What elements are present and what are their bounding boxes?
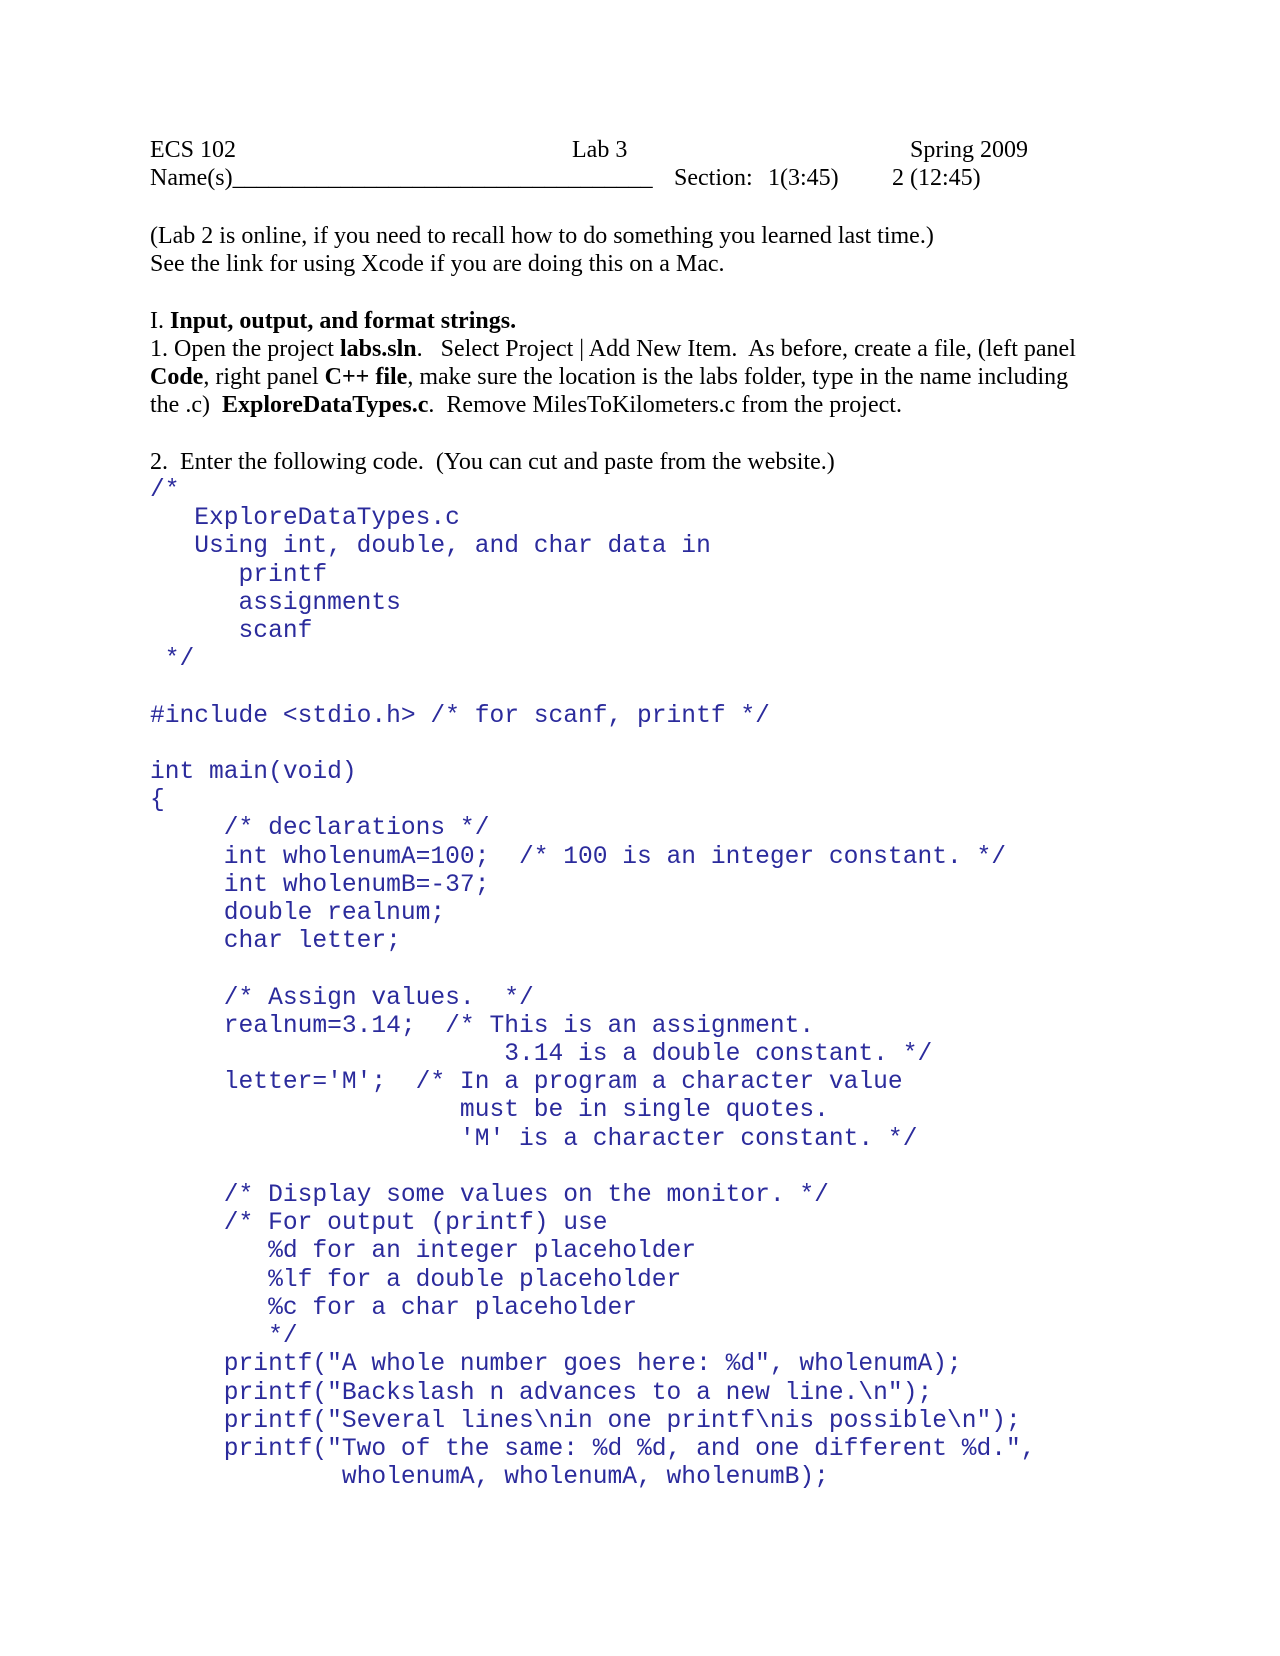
name-label: Name(s) [150, 165, 233, 191]
step1-text-a: 1. Open the project [150, 336, 340, 362]
code-line: realnum=3.14; /* This is an assignment. [150, 1012, 815, 1040]
code-line: ExploreDataTypes.c [150, 505, 460, 533]
code-line: #include <stdio.h> /* for scanf, printf */ [150, 702, 770, 730]
section-heading [150, 307, 516, 335]
intro-line-1: (Lab 2 is online, if you need to recall how to do something you learned last time.) [150, 223, 934, 249]
code-line: printf("Backslash n advances to a new line.\n"); [150, 1379, 933, 1407]
code-line: /* Assign values. */ [150, 984, 534, 1012]
step1-text-j: . Remove MilesToKilometers.c from the project. [428, 392, 902, 418]
code-line: 'M' is a character constant. */ [150, 1125, 918, 1153]
step2-line: 2. Enter the following code. (You can cut and paste from the website.) [150, 449, 835, 475]
code-line [150, 1154, 1036, 1182]
code-line: printf [150, 561, 328, 589]
code-line: int main(void) [150, 759, 357, 787]
code-line [150, 731, 1036, 759]
name-blank: ___________________________________ [232, 165, 653, 191]
code-line: */ [150, 646, 195, 674]
section-roman: I. [150, 308, 170, 334]
code-line: double realnum; [150, 900, 446, 928]
code-line: printf("Two of the same: %d %d, and one different %d.", [150, 1435, 1036, 1463]
code-line: */ [150, 1323, 298, 1351]
intro-line-2: See the link for using Xcode if you are doing this on a Mac. [150, 251, 725, 277]
section-option-1: 1(3:45) [768, 165, 839, 191]
code-line: 3.14 is a double constant. */ [150, 1041, 933, 1069]
step1-left-panel: Code [150, 364, 204, 390]
code-line: scanf [150, 618, 313, 646]
code-line: /* declarations */ [150, 815, 490, 843]
code-line: /* For output (printf) use [150, 1210, 608, 1238]
step1-project-name: labs.sln [339, 336, 417, 362]
name-line [150, 164, 653, 192]
lab-number: Lab 3 [572, 137, 628, 163]
course-code: ECS 102 [150, 137, 237, 163]
term: Spring 2009 [910, 137, 1029, 163]
code-line: int wholenumB=-37; [150, 871, 490, 899]
section-label: Section: [674, 165, 753, 191]
code-line: { [150, 787, 165, 815]
step1-line-1 [150, 335, 1076, 363]
step1-text-h: the .c) [150, 392, 222, 418]
step1-line-3 [150, 391, 902, 419]
section-title: Input, output, and format strings. [170, 308, 517, 334]
code-line [150, 674, 1036, 702]
code-line: letter='M'; /* In a program a character value [150, 1069, 903, 1097]
code-line: %d for an integer placeholder [150, 1238, 697, 1266]
code-line: assignments [150, 589, 401, 617]
code-line: wholenumA, wholenumA, wholenumB); [150, 1464, 829, 1492]
code-line: printf("Several lines\nin one printf\nis possible\n"); [150, 1407, 1021, 1435]
code-line: char letter; [150, 928, 401, 956]
step1-right-panel: C++ file [324, 364, 408, 390]
step1-text-g: , make sure the location is the labs folder, type in the name including [407, 364, 1069, 390]
code-listing [150, 477, 1036, 1492]
step1-text-c: . Select Project | Add New Item. As before, create a file, (left panel [416, 336, 1076, 362]
section-option-2: 2 (12:45) [892, 165, 981, 191]
code-line: int wholenumA=100; /* 100 is an integer constant. */ [150, 843, 1007, 871]
code-line [150, 956, 1036, 984]
step1-file-name: ExploreDataTypes.c [221, 392, 429, 418]
step1-text-e: , right panel [203, 364, 325, 390]
code-line: Using int, double, and char data in [150, 533, 711, 561]
code-line: must be in single quotes. [150, 1097, 829, 1125]
code-line: %c for a char placeholder [150, 1294, 638, 1322]
code-line: /* Display some values on the monitor. */ [150, 1182, 829, 1210]
code-line: %lf for a double placeholder [150, 1266, 682, 1294]
code-line: /* [150, 477, 180, 504]
code-line: printf("A whole number goes here: %d", wholenumA); [150, 1351, 962, 1379]
step1-line-2 [150, 363, 1068, 391]
